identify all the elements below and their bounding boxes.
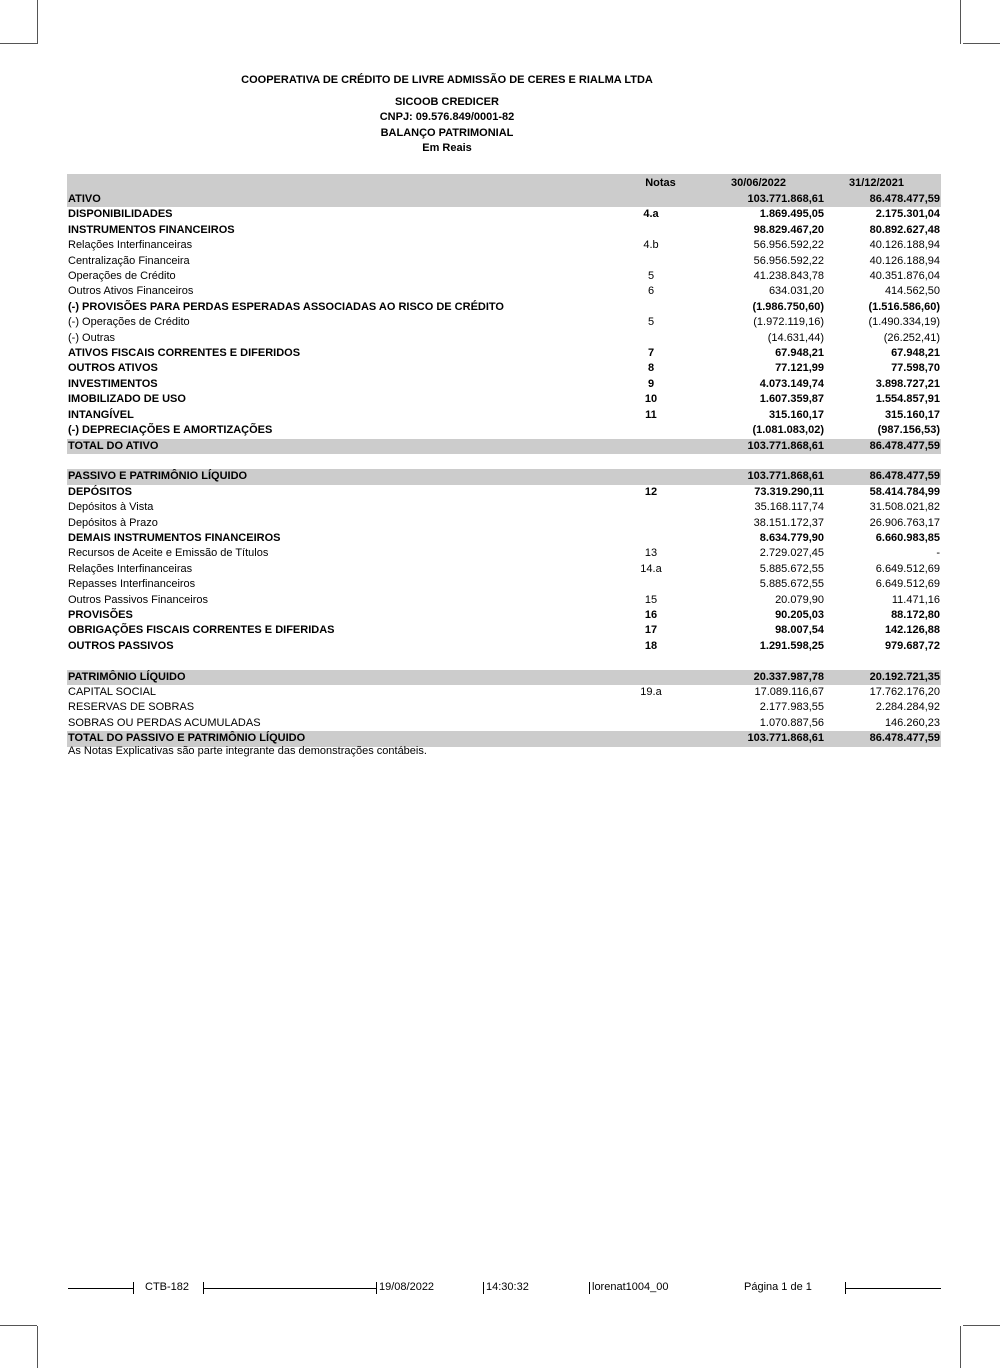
row-value-period2: 6.649.512,69 <box>875 562 940 575</box>
row-value-period1: 41.238.843,78 <box>753 270 824 283</box>
row-label: INVESTIMENTOS <box>68 377 158 390</box>
table-row <box>67 608 941 623</box>
row-label: Depósitos à Vista <box>68 501 154 514</box>
row-value-period2: 146.260,23 <box>884 716 940 729</box>
crop-mark <box>963 1325 1000 1326</box>
row-value-period1: 5.885.672,55 <box>759 578 824 591</box>
row-notes: 7 <box>647 347 655 360</box>
table-row <box>67 377 941 392</box>
row-label: PATRIMÔNIO LÍQUIDO <box>67 670 605 685</box>
row-notes: 8 <box>647 362 655 375</box>
row-value-period2: (987.156,53) <box>877 424 940 437</box>
row-notes: 16 <box>644 608 658 621</box>
row-label: (-) DEPRECIAÇÕES E AMORTIZAÇÕES <box>68 424 273 437</box>
row-value-period2: 6.660.983,85 <box>875 531 940 544</box>
table-row <box>67 469 941 484</box>
row-value-period2: 414.562,50 <box>884 285 940 298</box>
row-notes <box>605 577 697 592</box>
row-value-period2: 979.687,72 <box>884 639 940 652</box>
footer-divider <box>133 1282 134 1294</box>
table-row <box>67 408 941 423</box>
row-notes <box>605 531 697 546</box>
row-value-period2: 315.160,17 <box>884 408 940 421</box>
row-notes <box>605 439 697 454</box>
table-row <box>67 284 941 299</box>
row-value-period2: 40.126.188,94 <box>869 254 940 267</box>
row-notes <box>605 300 697 315</box>
table-row <box>67 546 941 561</box>
row-label: PROVISÕES <box>68 608 133 621</box>
footer-time: 14:30:32 <box>486 1281 529 1293</box>
report-title: BALANÇO PATRIMONIAL <box>380 127 514 139</box>
row-notes: 6 <box>647 285 655 298</box>
row-notes <box>605 223 697 238</box>
footer-date: 19/08/2022 <box>379 1281 435 1293</box>
row-value-period1: 1.869.495,05 <box>759 208 824 221</box>
footer-divider <box>589 1282 590 1294</box>
table-row <box>67 439 941 454</box>
row-value-period1: 8.634.779,90 <box>759 531 824 544</box>
row-notes <box>605 469 697 484</box>
row-notes <box>605 192 697 207</box>
row-value-period2: 31.508.021,82 <box>869 501 940 514</box>
table-row <box>67 577 941 592</box>
row-label: OUTROS ATIVOS <box>68 362 158 375</box>
footnote: As Notas Explicativas são parte integrante das demonstrações contábeis. <box>68 745 427 757</box>
row-notes: 15 <box>644 593 658 606</box>
row-notes: 19.a <box>640 685 662 698</box>
row-value-period2: 86.478.477,59 <box>825 469 941 484</box>
row-notes: 12 <box>644 485 658 498</box>
row-label: SOBRAS OU PERDAS ACUMULADAS <box>68 716 261 729</box>
row-notes: 11 <box>645 408 657 421</box>
table-row <box>67 623 941 638</box>
row-label: OUTROS PASSIVOS <box>68 639 174 652</box>
row-notes <box>605 331 697 346</box>
row-value-period1: 2.729.027,45 <box>759 547 824 560</box>
row-notes <box>605 670 697 685</box>
column-header-notes: Notas <box>605 174 697 192</box>
row-label: ATIVOS FISCAIS CORRENTES E DIFERIDOS <box>68 347 301 360</box>
crop-mark <box>0 43 37 44</box>
row-value-period2: 2.175.301,04 <box>875 208 940 221</box>
row-label: INTANGÍVEL <box>68 408 134 421</box>
currency-note: Em Reais <box>422 142 472 154</box>
row-value-period2: 67.948,21 <box>891 347 940 360</box>
table-row <box>67 192 941 207</box>
row-value-period1: 90.205,03 <box>775 608 824 621</box>
row-label: (-) PROVISÕES PARA PERDAS ESPERADAS ASSOCIADAS AO RISCO DE CRÉDITO <box>68 300 504 313</box>
row-value-period1: 1.291.598,25 <box>759 639 824 652</box>
row-notes: 4.b <box>643 239 659 252</box>
page-footer <box>0 1281 1000 1295</box>
table-row <box>67 423 941 438</box>
table-row <box>67 685 941 700</box>
row-value-period2: 3.898.727,21 <box>875 377 940 390</box>
row-value-period2: (26.252,41) <box>883 331 940 344</box>
row-value-period1: 20.079,90 <box>775 593 824 606</box>
company-title: COOPERATIVA DE CRÉDITO DE LIVRE ADMISSÃO DE CERES E RIALMA LTDA <box>241 74 653 86</box>
row-notes: 5 <box>647 270 655 283</box>
table-row <box>67 238 941 253</box>
row-label: Relações Interfinanceiras <box>68 239 193 252</box>
row-value-period1: 56.956.592,22 <box>753 239 824 252</box>
table-row <box>67 315 941 330</box>
table-row <box>67 223 941 238</box>
row-notes <box>605 516 697 531</box>
row-value-period1: 77.121,99 <box>775 362 824 375</box>
table-row <box>67 716 941 731</box>
row-value-period1: 103.771.868,61 <box>697 469 825 484</box>
row-label: OBRIGAÇÕES FISCAIS CORRENTES E DIFERIDAS <box>68 624 335 637</box>
row-value-period1: 98.007,54 <box>775 624 824 637</box>
row-notes <box>605 254 697 269</box>
row-label: INSTRUMENTOS FINANCEIROS <box>68 223 235 236</box>
row-value-period2: 20.192.721,35 <box>825 670 941 685</box>
row-label: Operações de Crédito <box>68 270 176 283</box>
table-row <box>67 562 941 577</box>
row-label: Outros Passivos Financeiros <box>68 593 208 606</box>
table-row <box>67 639 941 654</box>
row-notes: 13 <box>644 547 658 560</box>
row-value-period2: - <box>936 547 940 560</box>
row-value-period1: 56.956.592,22 <box>753 254 824 267</box>
table-row <box>67 254 941 269</box>
row-label: DISPONIBILIDADES <box>68 208 173 221</box>
row-value-period1: 103.771.868,61 <box>697 731 825 746</box>
row-value-period2: (1.516.586,60) <box>868 300 940 313</box>
column-header-period1: 30/06/2022 <box>697 174 825 192</box>
crop-mark <box>0 1325 37 1326</box>
footer-divider <box>376 1282 377 1294</box>
crop-mark <box>37 0 38 44</box>
row-value-period1: 1.070.887,56 <box>759 716 824 729</box>
row-value-period2: 86.478.477,59 <box>825 439 941 454</box>
row-value-period1: 634.031,20 <box>768 285 824 298</box>
row-notes <box>605 731 697 746</box>
row-notes: 17 <box>644 624 658 637</box>
row-value-period1: 67.948,21 <box>775 347 824 360</box>
table-row <box>67 346 941 361</box>
row-label: Relações Interfinanceiras <box>68 562 193 575</box>
table-row <box>67 269 941 284</box>
table-row <box>67 485 941 500</box>
row-label: Centralização Financeira <box>68 254 190 267</box>
row-value-period1: (1.081.083,02) <box>752 424 824 437</box>
row-notes <box>605 423 697 438</box>
row-value-period2: 26.906.763,17 <box>869 516 940 529</box>
row-label: IMOBILIZADO DE USO <box>68 393 186 406</box>
footer-page-number: Página 1 de 1 <box>744 1281 812 1293</box>
row-value-period1: (14.631,44) <box>767 331 824 344</box>
crop-mark <box>37 1326 38 1368</box>
row-label: (-) Operações de Crédito <box>68 316 190 329</box>
row-value-period2: 6.649.512,69 <box>875 578 940 591</box>
table-row <box>67 700 941 715</box>
row-value-period1: (1.986.750,60) <box>752 300 824 313</box>
row-value-period1: 73.319.290,11 <box>754 485 824 498</box>
table-row <box>67 331 941 346</box>
row-value-period1: 98.829.467,20 <box>753 223 824 236</box>
table-row <box>67 500 941 515</box>
table-header-row <box>67 174 941 192</box>
row-value-period2: 40.351.876,04 <box>869 270 940 283</box>
crop-mark <box>960 0 961 44</box>
row-value-period2: 58.414.784,99 <box>869 485 940 498</box>
row-label: (-) Outras <box>68 331 116 344</box>
row-value-period2: 77.598,70 <box>891 362 940 375</box>
footer-rule <box>845 1288 941 1289</box>
footer-user: lorenat1004_00 <box>592 1281 669 1293</box>
row-notes: 14.a <box>640 562 662 575</box>
row-label: TOTAL DO ATIVO <box>67 439 605 454</box>
row-notes: 10 <box>644 393 658 406</box>
row-label: Repasses Interfinanceiros <box>68 578 196 591</box>
balance-sheet-table <box>67 174 941 747</box>
row-value-period2: 40.126.188,94 <box>869 239 940 252</box>
row-notes: 5 <box>647 316 655 329</box>
table-row <box>67 300 941 315</box>
row-label: RESERVAS DE SOBRAS <box>68 701 195 714</box>
row-value-period2: 17.762.176,20 <box>869 685 940 698</box>
row-value-period2: 86.478.477,59 <box>825 192 941 207</box>
row-label: Depósitos à Prazo <box>68 516 158 529</box>
row-value-period2: 1.554.857,91 <box>875 393 940 406</box>
row-value-period2: 86.478.477,59 <box>825 731 941 746</box>
row-value-period1: 4.073.149,74 <box>759 377 824 390</box>
row-label: ATIVO <box>67 192 605 207</box>
crop-mark <box>963 43 1000 44</box>
row-value-period2: 2.284.284,92 <box>875 701 940 714</box>
table-row <box>67 392 941 407</box>
table-row <box>67 531 941 546</box>
spacer-row <box>67 654 941 669</box>
row-value-period1: 38.151.172,37 <box>753 516 824 529</box>
row-label: CAPITAL SOCIAL <box>68 685 157 698</box>
row-label: PASSIVO E PATRIMÔNIO LÍQUIDO <box>67 469 605 484</box>
cnpj: CNPJ: 09.576.849/0001-82 <box>379 111 515 123</box>
column-header-period2: 31/12/2021 <box>825 174 941 192</box>
row-value-period2: (1.490.334,19) <box>868 316 940 329</box>
footer-rule <box>203 1288 376 1289</box>
table-row <box>67 516 941 531</box>
row-notes <box>605 700 697 715</box>
spacer-row <box>67 454 941 469</box>
table-row <box>67 361 941 376</box>
row-label: TOTAL DO PASSIVO E PATRIMÔNIO LÍQUIDO <box>67 731 605 746</box>
row-value-period1: 103.771.868,61 <box>697 439 825 454</box>
row-label: DEPÓSITOS <box>68 485 132 498</box>
row-label: Outros Ativos Financeiros <box>68 285 194 298</box>
row-value-period1: 20.337.987,78 <box>697 670 825 685</box>
row-label: Recursos de Aceite e Emissão de Títulos <box>68 547 269 560</box>
footer-rule <box>68 1288 133 1289</box>
row-value-period1: 2.177.983,55 <box>759 701 824 714</box>
row-label: DEMAIS INSTRUMENTOS FINANCEIROS <box>68 531 281 544</box>
crop-mark <box>960 1326 961 1368</box>
table-row <box>67 593 941 608</box>
row-notes: 4.a <box>643 208 659 221</box>
row-notes <box>605 716 697 731</box>
row-value-period2: 11.471,16 <box>891 593 940 606</box>
table-row <box>67 670 941 685</box>
row-value-period1: 103.771.868,61 <box>697 192 825 207</box>
row-value-period2: 142.126,88 <box>884 624 940 637</box>
table-row <box>67 207 941 222</box>
footer-divider <box>483 1282 484 1294</box>
row-value-period2: 80.892.627,48 <box>869 223 940 236</box>
row-value-period1: (1.972.119,16) <box>753 316 824 329</box>
row-notes <box>605 500 697 515</box>
row-notes: 18 <box>644 639 658 652</box>
footer-code: CTB-182 <box>145 1281 190 1293</box>
row-value-period1: 1.607.359,87 <box>759 393 824 406</box>
row-value-period1: 35.168.117,74 <box>754 501 824 514</box>
row-value-period1: 5.885.672,55 <box>759 562 824 575</box>
row-notes: 9 <box>647 377 655 390</box>
row-value-period1: 315.160,17 <box>768 408 824 421</box>
institution-name: SICOOB CREDICER <box>395 96 499 108</box>
row-value-period2: 88.172,80 <box>891 608 940 621</box>
row-value-period1: 17.089.116,67 <box>754 685 824 698</box>
